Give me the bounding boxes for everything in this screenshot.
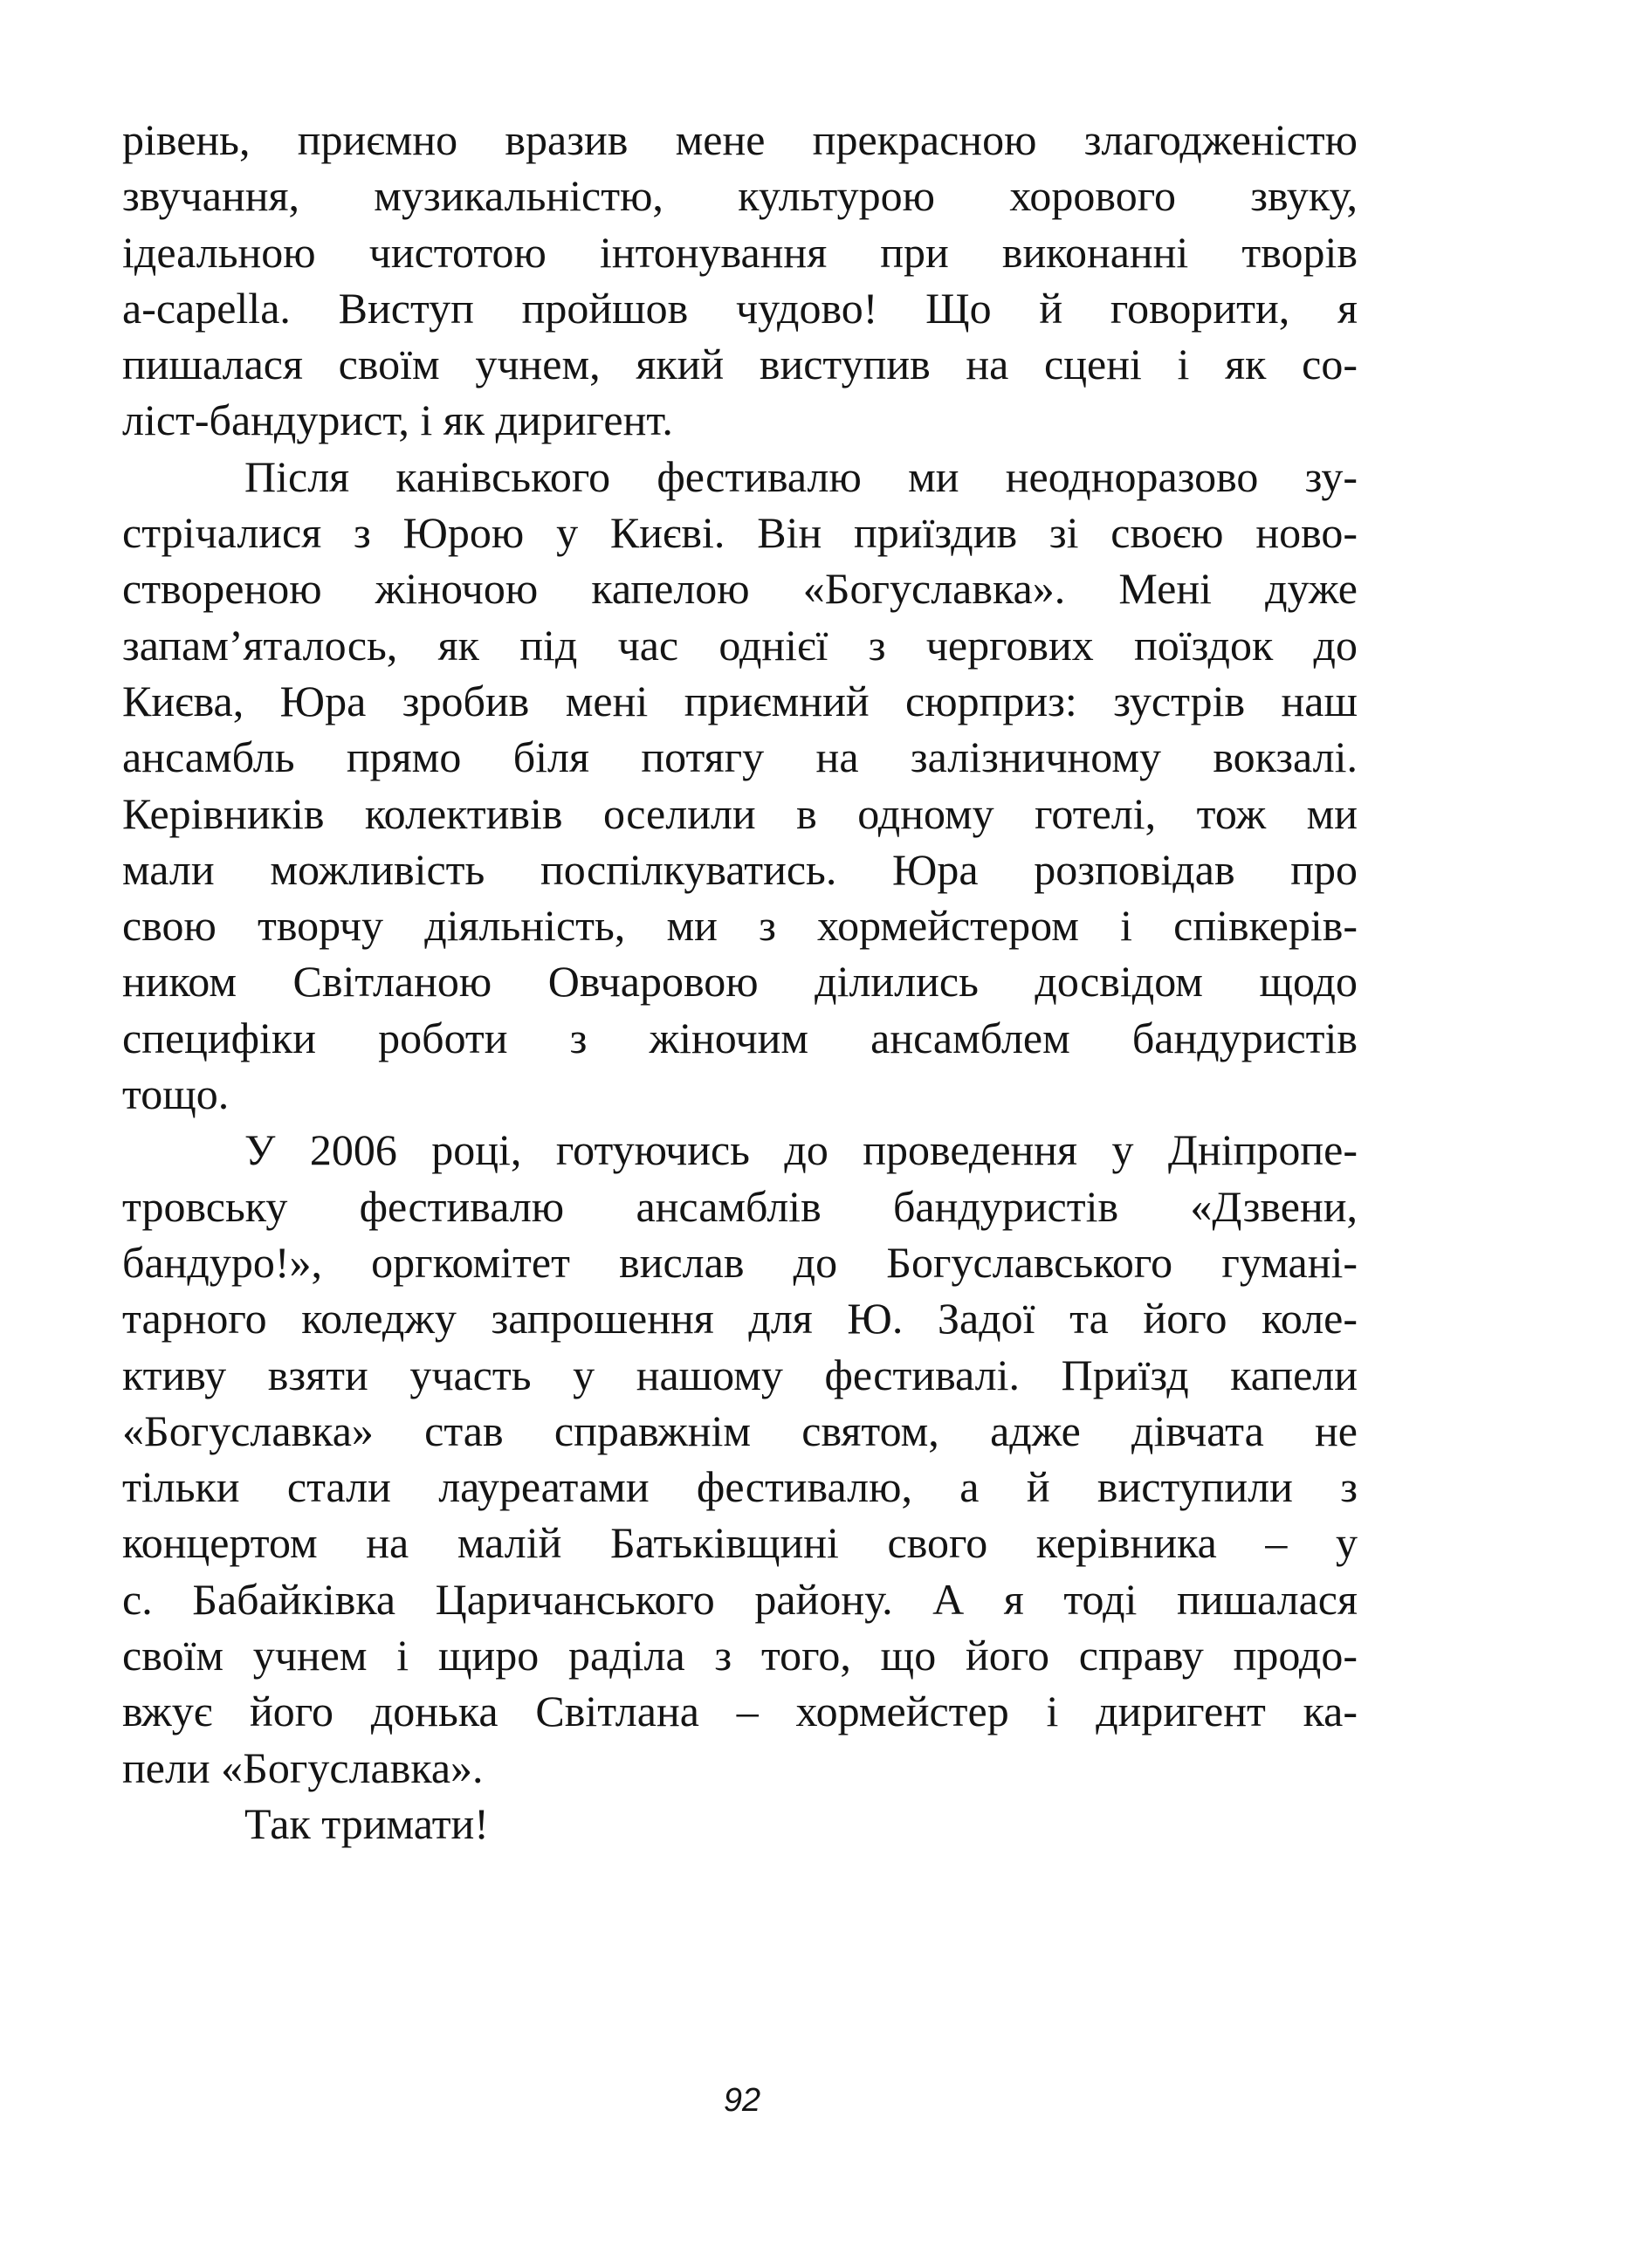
text-line: с. Бабайківка Царичанського району. А я тоді пишалася <box>122 1574 1358 1624</box>
text-line: тровську фестивалю ансамблів бандуристів «Дзвени, <box>122 1181 1358 1231</box>
body-text <box>122 112 1358 1852</box>
text-line: створеною жіночою капелою «Богуславка». Мені дуже <box>122 564 1358 614</box>
text-line: Після канівського фестивалю ми неодноразово зу- <box>244 451 1358 501</box>
text-line: мали можливість поспілкуватись. Юра розповідав про <box>122 844 1358 894</box>
text-line: ником Світланою Овчаровою ділились досвідом щодо <box>122 957 1358 1007</box>
text-line: тарного коледжу запрошення для Ю. Задої та його коле- <box>122 1294 1358 1344</box>
text-line: ктиву взяти участь у нашому фестивалі. Приїзд капели <box>122 1350 1358 1399</box>
paragraph <box>122 1796 1358 1852</box>
text-line: пели «Богуславка». <box>122 1742 484 1792</box>
text-line: Керівників колективів оселили в одному готелі, тож ми <box>122 788 1358 838</box>
paragraph <box>122 112 1358 449</box>
text-line: Так тримати! <box>244 1798 489 1848</box>
text-line: тільки стали лауреатами фестивалю, а й виступили з <box>122 1462 1358 1512</box>
page-number: 92 <box>723 2082 761 2119</box>
text-line: пишалася своїм учнем, який виступив на сцені і як со- <box>122 340 1358 389</box>
text-line: рівень, приємно вразив мене прекрасною злагодженістю <box>122 115 1358 164</box>
text-line: «Богуславка» став справжнім святом, адже дівчата не <box>122 1405 1358 1455</box>
text-line: бандуро!», оргкомітет вислав до Богуславського гумані- <box>122 1237 1358 1287</box>
text-line: звучання, музикальністю, культурою хорового звуку, <box>122 171 1358 221</box>
text-line: свою творчу діяльність, ми з хормейстером і співкерів- <box>122 901 1358 951</box>
text-line: специфіки роботи з жіночим ансамблем бандуристів <box>122 1013 1358 1062</box>
text-line: ідеальною чистотою інтонування при виконанні творів <box>122 227 1358 277</box>
text-line: ліст-бандурист, і як диригент. <box>122 395 673 445</box>
text-line: вжує його донька Світлана – хормейстер і диригент ка- <box>122 1687 1358 1736</box>
text-line: У 2006 році, готуючись до проведення у Дніпропе- <box>244 1125 1358 1175</box>
paragraph <box>122 449 1358 1123</box>
text-line: своїм учнем і щиро раділа з того, що його справу продо- <box>122 1631 1358 1680</box>
text-line: ансамбль прямо біля потягу на залізничному вокзалі. <box>122 732 1358 782</box>
text-line: a-capella. Виступ пройшов чудово! Що й говорити, я <box>122 283 1358 333</box>
text-line: запам’яталось, як під час однієї з чергових поїздок до <box>122 620 1358 670</box>
text-line: Києва, Юра зробив мені приємний сюрприз: зустрів наш <box>122 676 1358 725</box>
paragraph <box>122 1122 1358 1796</box>
text-line: стрічалися з Юрою у Києві. Він приїздив зі своєю ново- <box>122 508 1358 558</box>
text-line: тощо. <box>122 1069 230 1119</box>
text-line: концертом на малій Батьківщині свого керівника – у <box>122 1518 1358 1568</box>
